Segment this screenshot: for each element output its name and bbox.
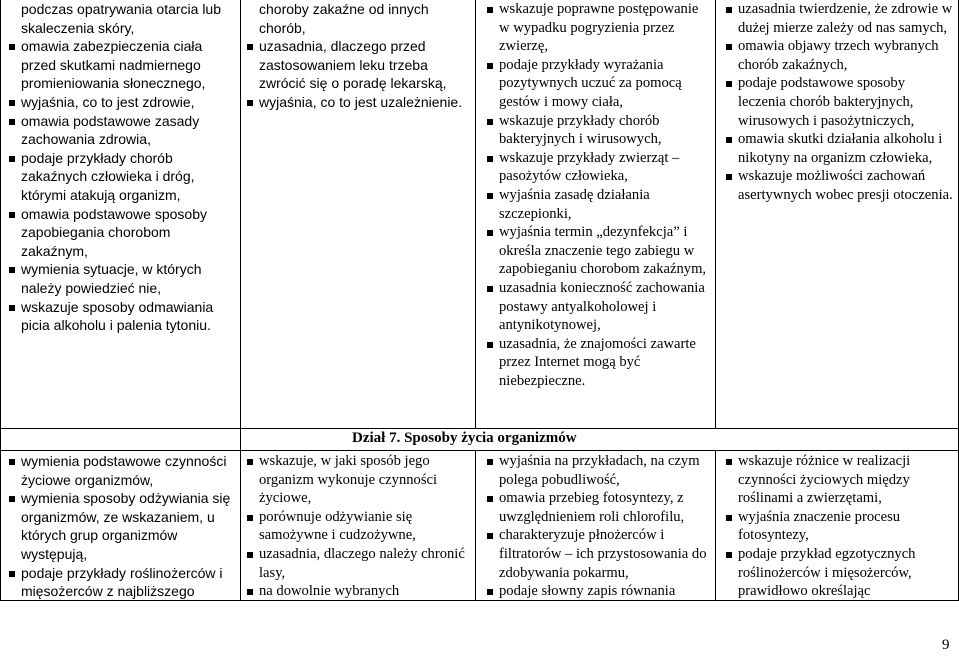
- list-item: na dowolnie wybranych: [246, 582, 471, 601]
- list-item: uzasadnia twierdzenie, że zdrowie w dużej mierze zależy od nas samych,: [725, 0, 955, 37]
- top-col-1: [8, 0, 236, 335]
- list-item: uzasadnia, dlaczego przed zastosowaniem leku trzeba zwrócić się o poradę lekarską,: [246, 37, 471, 93]
- list-item: wskazuje możliwości zachowań asertywnych wobec presji otoczenia.: [725, 167, 955, 204]
- list-item: podaje przykłady wyrażania pozytywnych uczuć za pomocą gestów i mowy ciała,: [486, 56, 711, 112]
- list-item: uzasadnia, że znajomości zawarte przez Internet mogą być niebezpieczne.: [486, 335, 711, 391]
- section-top-line: [0, 428, 959, 429]
- section-bottom-line: [0, 450, 959, 451]
- list-item: uzasadnia konieczność zachowania postawy antyalkoholowej i antynikotynowej,: [486, 279, 711, 335]
- list-item: podaje przykład egzotycznych roślinożerców i mięsożerców, prawidłowo określając: [725, 545, 955, 601]
- section-heading: Dział 7. Sposoby życia organizmów: [352, 430, 577, 446]
- column-divider-2b: [475, 450, 476, 600]
- list-item: omawia zabezpieczenia ciała przed skutkami nadmiernego promieniowania słonecznego,: [8, 37, 236, 93]
- top-col-2: [246, 0, 471, 112]
- list-item: podaje przykłady roślinożerców i mięsożerców z najbliższego: [8, 564, 236, 601]
- list-item: charakteryzuje płnożerców i filtratorów – ich przystosowania do zdobywania pokarmu,: [486, 526, 711, 582]
- bottom-col-4: [725, 452, 955, 601]
- list-item: porównuje odżywianie się samożywne i cudzożywne,: [246, 508, 471, 545]
- list-item: wskazuje przykłady chorób bakteryjnych i wirusowych,: [486, 112, 711, 149]
- list-item: wymienia sytuacje, w których należy powiedzieć nie,: [8, 260, 236, 297]
- list-item: podczas opatrywania otarcia lub skaleczenia skóry,: [21, 1, 222, 36]
- column-divider-1: [240, 0, 241, 600]
- list-item: podaje podstawowe sposoby leczenia chorób bakteryjnych, wirusowych i pasożytniczych,: [725, 74, 955, 130]
- list-item: wskazuje poprawne postępowanie w wypadku pogryzienia przez zwierzę,: [486, 0, 711, 56]
- list-item: wyjaśnia zasadę działania szczepionki,: [486, 186, 711, 223]
- top-col-4: [725, 0, 955, 205]
- column-divider-3b: [715, 450, 716, 600]
- list-item: wymienia podstawowe czynności życiowe organizmów,: [8, 452, 236, 489]
- list-item: omawia skutki działania alkoholu i nikotyny na organizm człowieka,: [725, 130, 955, 167]
- column-divider-3: [715, 0, 716, 428]
- page-number: 9: [942, 637, 950, 653]
- column-divider-2: [475, 0, 476, 428]
- list-item: wskazuje sposoby odmawiania picia alkoholu i palenia tytoniu.: [8, 298, 236, 335]
- list-item: omawia podstawowe zasady zachowania zdrowia,: [8, 112, 236, 149]
- list-item: wymienia sposoby odżywiania się organizmów, ze wskazaniem, u których grup organizmów występują,: [8, 489, 236, 563]
- list-item: podaje słowny zapis równania: [486, 582, 711, 601]
- list-item: wyjaśnia znaczenie procesu fotosyntezy,: [725, 508, 955, 545]
- list-item: wskazuje przykłady zwierząt – pasożytów człowieka,: [486, 149, 711, 186]
- list-item: wskazuje, w jaki sposób jego organizm wykonuje czynności życiowe,: [246, 452, 471, 508]
- bottom-col-3: [486, 452, 711, 601]
- list-item: wyjaśnia, co to jest zdrowie,: [8, 93, 236, 112]
- list-item: wyjaśnia, co to jest uzależnienie.: [246, 93, 471, 112]
- list-item: wskazuje różnice w realizacji czynności życiowych między roślinami a zwierzętami,: [725, 452, 955, 508]
- list-item: wyjaśnia termin „dezynfekcja” i określa znaczenie tego zabiegu w zapobieganiu chorobom zakaźnym,: [486, 223, 711, 279]
- list-item: wyjaśnia na przykładach, na czym polega pobudliwość,: [486, 452, 711, 489]
- list-item: uzasadnia, dlaczego należy chronić lasy,: [246, 545, 471, 582]
- bottom-col-2: [246, 452, 471, 601]
- table-border-left: [0, 0, 1, 600]
- bottom-col-1: [8, 452, 236, 601]
- top-col-3: [486, 0, 711, 390]
- list-item: omawia objawy trzech wybranych chorób zakaźnych,: [725, 37, 955, 74]
- list-item: omawia podstawowe sposoby zapobiegania chorobom zakaźnym,: [8, 205, 236, 261]
- list-item: choroby zakaźne od innych chorób,: [259, 1, 429, 36]
- list-item: podaje przykłady chorób zakaźnych człowieka i dróg, którymi atakują organizm,: [8, 149, 236, 205]
- list-item: omawia przebieg fotosyntezy, z uwzględnieniem roli chlorofilu,: [486, 489, 711, 526]
